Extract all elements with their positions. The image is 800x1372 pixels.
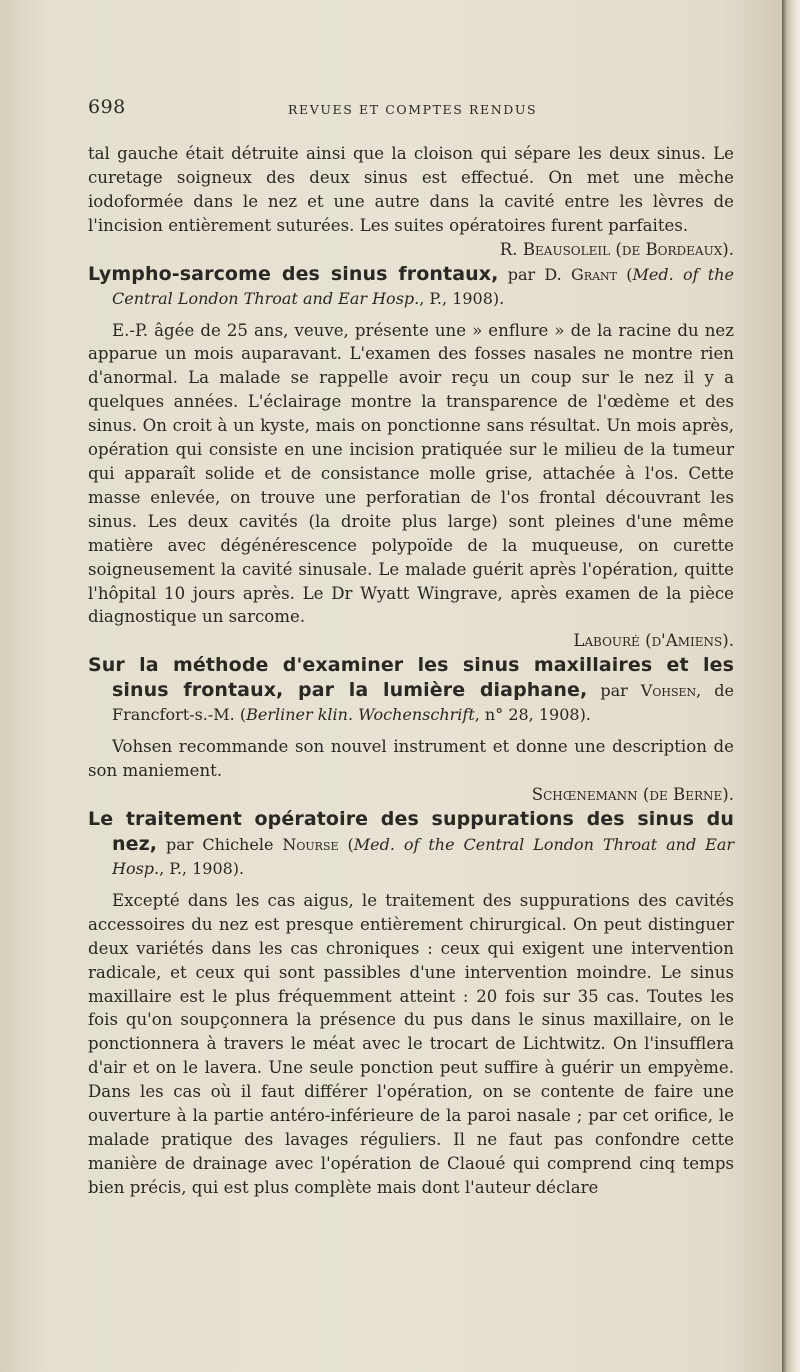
- intro-signature: R. Beausoleil (de Bordeaux).: [499, 239, 734, 259]
- article1-heading: Lympho-sarcome des sinus frontaux, par D. Grant (Med. of the Central London Throat and Ear Hosp., P., 1908).: [88, 262, 735, 308]
- article1-body: E.-P. âgée de 25 ans, veuve, présente une » enflure » de la racine du nez apparue un mois auparavant. L'examen des fosses nasales ne montre rien d'anormal. La malade se rappelle avoir reçu un coup sur le nez il y a quelques années. L'éclairage montre la transparence de l'œdème et des sinus. On croit à un kyste, mais on ponctionne sans résultat. Un mois après, opération qui consiste en une incision pratiquée sur le milieu de la tumeur qui apparaît solide et de consistance molle grise, attachée à l'os. Cette masse enlevée, on trouve une perforatian de l'os frontal découvrant les sinus. Les deux cavités (la droite plus large) sont pleines d'une même matière avec dégénérescence polypoïde de la muqueuse, on curette soigneusement la cavité sinusale. Le malade guérit après l'opération, quitte l'hôpital 10 jours après. Le Dr Wyatt Wingrave, après examen de la pièce diagnostique un sarcome.: [88, 320, 734, 627]
- article2-heading: Sur la méthode d'examiner les sinus maxillaires et les sinus frontaux, par la lumière diaphane, par Vohsen, de Francfort-s.-M. (Berliner klin. Wochenschrift, n° 28, 1908).: [88, 654, 734, 725]
- article1-title: Lympho-sarcome des sinus frontaux,: [88, 262, 499, 285]
- article2-signature: Schœnemann (de Berne).: [531, 785, 734, 805]
- article3-body: Excepté dans les cas aigus, le traitement des suppurations des cavités accessoires du nez est presque entièrement chirurgical. On peut distinguer deux variétés dans les cas chroniques : ceux qui exigent une intervention radicale, et ceux qui sont passibles d'une intervention moindre. Le sinus maxillaire est le plus fréquemment atteint : 20 fois sur 35 cas. Toutes les fois qu'on soupçonnera la présence du pus dans le sinus maxillaire, on le ponctionnera à travers le méat avec le trocart de Lichtwitz. On l'insufflera d'air et on le lavera. Une seule ponction peut suffire à guérir un empyème. Dans les cas où il faut différer l'opération, on se contente de faire une ouverture à la partie antéro-inférieure de la paroi nasale ; par cet orifice, le malade pratique des lavages réguliers. Il ne faut pas confondre cette manière de drainage avec l'opération de Claoué qui comprend cinq temps bien précis, qui est plus complète mais dont l'auteur déclare: [88, 890, 734, 1197]
- article3-heading: Le traitement opératoire des suppurations des sinus du nez, par Chichele Nourse (Med. of the Central London Throat and Ear Hosp., P., 1908).: [88, 807, 735, 878]
- article3-author: Nourse: [282, 834, 339, 854]
- article1-signature: Labouré (d'Amiens).: [573, 631, 734, 651]
- intro-paragraph: tal gauche était détruite ainsi que la cloison qui sépare les deux sinus. Le curetage soigneux des deux sinus est effectué. On met une mèche iodoformée dans le nez et une autre dans la cavité entre les lèvres de l'incision entièrement suturées. Les suites opératoires furent parfaites.: [88, 144, 734, 235]
- article2-journal: Berliner klin. Wochenschrift: [246, 705, 475, 725]
- page-edge: [782, 0, 800, 1372]
- article1-journal: Med. of the Central London Throat and Ear Hosp.: [112, 264, 735, 308]
- article3-journal: Med. of the Central London Throat and Ear Hosp.: [112, 834, 735, 878]
- running-header: [88, 96, 734, 124]
- article3-title: Le traitement opératoire des suppurations des sinus du nez,: [88, 807, 734, 855]
- page-content: [88, 142, 734, 1200]
- running-title: REVUES ET COMPTES RENDUS: [288, 102, 538, 117]
- page-number: 698: [88, 96, 126, 118]
- article2-title: Sur la méthode d'examiner les sinus maxillaires et les sinus frontaux, par la lumière diaphane,: [88, 654, 734, 702]
- article2-body: Vohsen recommande son nouvel instrument et donne une description de son maniement.: [88, 737, 734, 781]
- article2-author: Vohsen: [640, 681, 697, 701]
- article1-author: Grant: [571, 264, 618, 284]
